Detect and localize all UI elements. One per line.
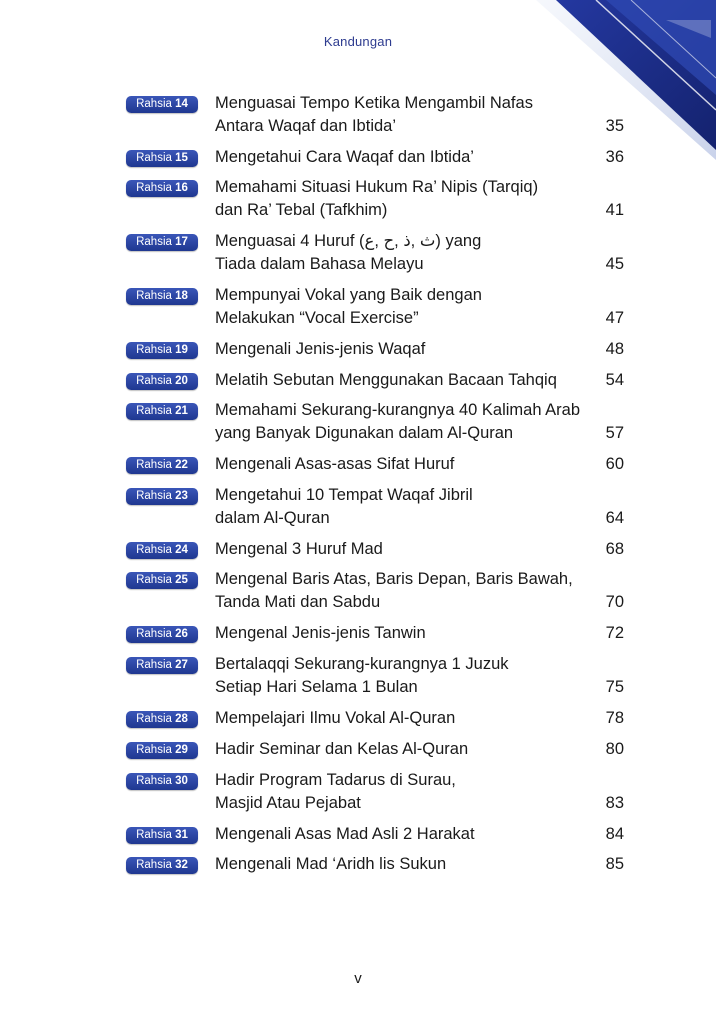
entry-title: Mengetahui Cara Waqaf dan Ibtida’ <box>215 148 474 166</box>
entry-badge: Rahsia 20 <box>126 373 198 390</box>
entry-title: Mengenal Jenis-jenis Tanwin <box>215 624 426 642</box>
entry-page: 78 <box>605 709 624 727</box>
entry-page: 75 <box>605 678 624 696</box>
entry-title: Memahami Sekurang-kurangnya 40 Kalimah Arab yang Banyak Digunakan dalam Al-Quran <box>215 401 581 442</box>
entry-title: Mengenal 3 Huruf Mad <box>215 540 383 558</box>
entry-page: 48 <box>605 340 624 358</box>
entry-page: 60 <box>605 455 624 473</box>
entry-title: Mengenal Baris Atas, Baris Depan, Baris Bawah, Tanda Mati dan Sabdu <box>215 570 573 611</box>
entry-title: Mengenali Asas-asas Sifat Huruf <box>215 455 455 473</box>
entry-title: Mempelajari Ilmu Vokal Al-Quran <box>215 709 456 727</box>
entry-title: Mengenali Asas Mad Asli 2 Harakat <box>215 825 475 843</box>
entry-badge: Rahsia 15 <box>126 150 198 167</box>
entry-badge: Rahsia 22 <box>126 457 198 474</box>
entry-title: Melatih Sebutan Menggunakan Bacaan Tahqiq <box>215 371 557 389</box>
entry-badge: Rahsia 32 <box>126 857 198 874</box>
entry-page: 54 <box>605 371 624 389</box>
entry-title: Bertalaqqi Sekurang-kurangnya 1 Juzuk Setiap Hari Selama 1 Bulan <box>215 655 509 696</box>
entry-page: 84 <box>605 825 624 843</box>
entry-page: 80 <box>605 740 624 758</box>
entry-badge: Rahsia 25 <box>126 572 198 589</box>
entry-badge: Rahsia 23 <box>126 488 198 505</box>
entry-page: 85 <box>605 855 624 873</box>
entry-badge: Rahsia 14 <box>126 96 198 113</box>
entry-title: Menguasai Tempo Ketika Mengambil Nafas Antara Waqaf dan Ibtida’ <box>215 94 533 135</box>
entry-page: 64 <box>605 509 624 527</box>
entry-page: 83 <box>605 794 624 812</box>
page-number: v <box>354 970 362 987</box>
entry-title: Mengenali Mad ‘Aridh lis Sukun <box>215 855 447 873</box>
entry-page: 70 <box>605 593 624 611</box>
entry-badge: Rahsia 26 <box>126 626 198 643</box>
entry-title: Memahami Situasi Hukum Ra’ Nipis (Tarqiq) dan Ra’ Tebal (Tafkhim) <box>215 178 539 219</box>
entry-badge: Rahsia 28 <box>126 711 198 728</box>
entry-page: 72 <box>605 624 624 642</box>
entry-title: Hadir Program Tadarus di Surau, Masjid Atau Pejabat <box>215 771 456 812</box>
entry-page: 68 <box>605 540 624 558</box>
page-title: Kandungan <box>323 34 393 49</box>
entry-title: Hadir Seminar dan Kelas Al-Quran <box>215 740 469 758</box>
entry-badge: Rahsia 27 <box>126 657 198 674</box>
entry-badge: Rahsia 29 <box>126 742 198 759</box>
entry-title: Mengetahui 10 Tempat Waqaf Jibril dalam Al-Quran <box>215 486 473 527</box>
entry-badge: Rahsia 17 <box>126 234 198 251</box>
entry-page: 45 <box>605 255 624 273</box>
entry-page: 47 <box>605 309 624 327</box>
entry-badge: Rahsia 30 <box>126 773 198 790</box>
entry-page: 36 <box>605 148 624 166</box>
entry-badge: Rahsia 16 <box>126 180 198 197</box>
entry-badge: Rahsia 19 <box>126 342 198 359</box>
entry-title: Menguasai 4 Huruf (ث ,ذ ,ح ,ع) yang Tiada dalam Bahasa Melayu <box>215 232 482 273</box>
entry-badge: Rahsia 18 <box>126 288 198 305</box>
entry-title: Mengenali Jenis-jenis Waqaf <box>215 340 426 358</box>
entry-page: 41 <box>605 201 624 219</box>
entry-badge: Rahsia 31 <box>126 827 198 844</box>
entry-title: Mempunyai Vokal yang Baik dengan Melakukan “Vocal Exercise” <box>215 286 482 327</box>
entry-page: 57 <box>605 424 624 442</box>
entry-badge: Rahsia 21 <box>126 403 198 420</box>
entry-badge: Rahsia 24 <box>126 542 198 559</box>
entry-page: 35 <box>605 117 624 135</box>
